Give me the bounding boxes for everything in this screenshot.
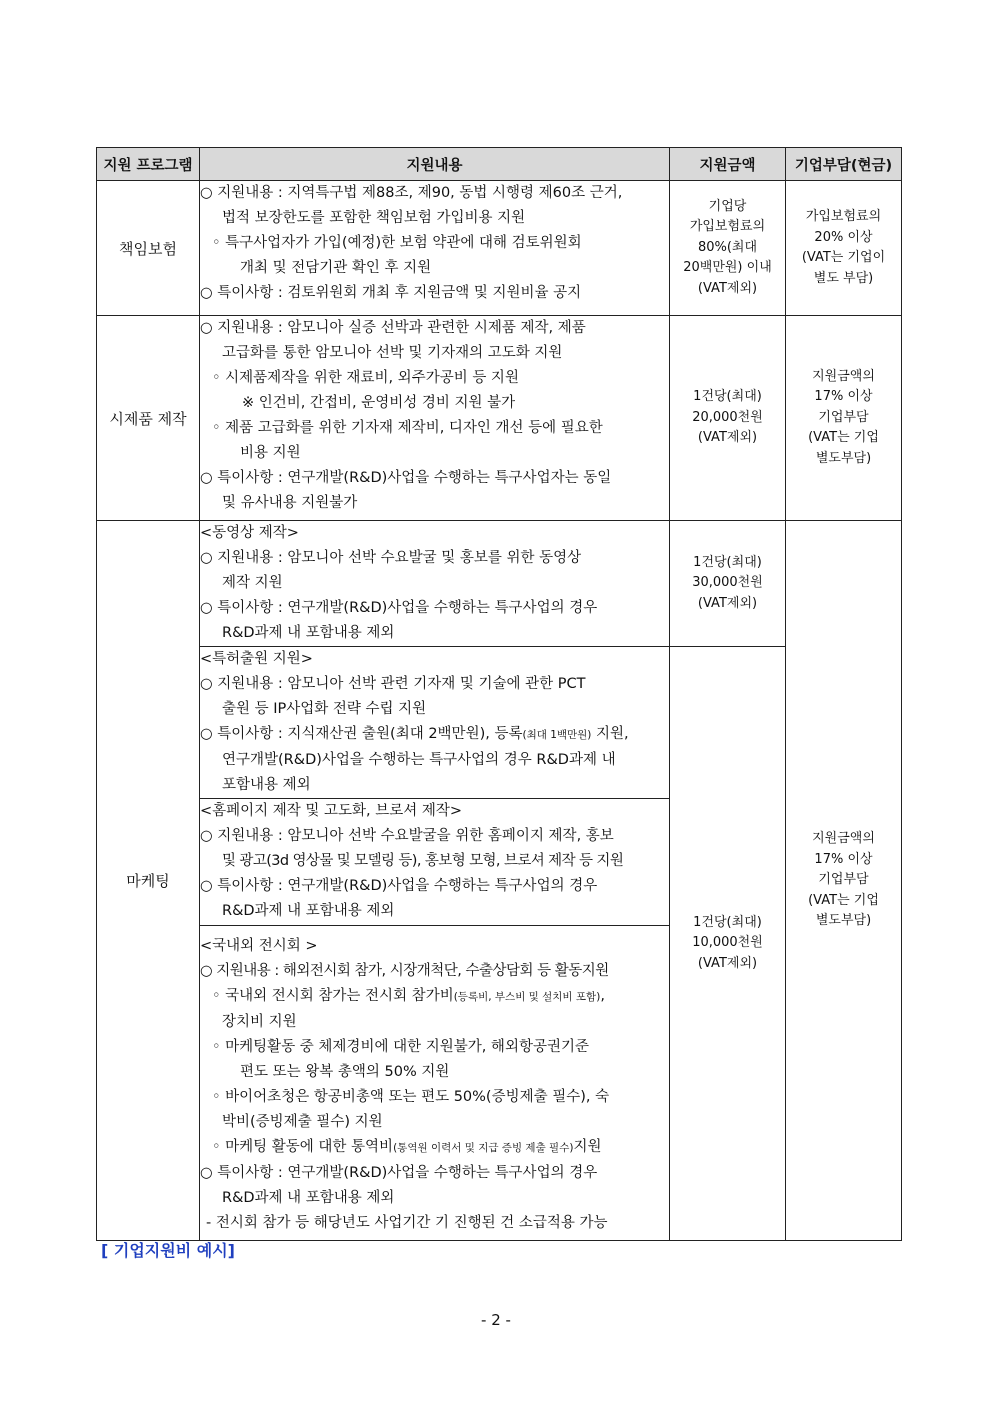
amount-line: 80%(최대 [697, 239, 758, 255]
program-name: 시제품 제작 [97, 316, 200, 521]
amount-line: 1건당(최대) [693, 914, 762, 930]
table-header-row [97, 148, 902, 181]
amount-line: 1건당(최대) [693, 554, 762, 570]
header-content: 지원내용 [200, 148, 670, 181]
content-line: ○ 특이사항 : 연구개발(R&D)사업을 수행하는 특구사업의 경우 [200, 878, 598, 894]
content-line: ○ 지원내용 : 지역특구법 제88조, 제90, 동법 시행령 제60조 근거, [200, 185, 623, 201]
content-line [200, 722, 669, 748]
content-line: ◦ 시제품제작을 위한 재료비, 외주가공비 등 지원 [212, 370, 519, 386]
amount-line: 20,000천원 [692, 409, 763, 425]
burden-line: 별도부담) [815, 450, 872, 466]
burden-line: 가입보험료의 [805, 209, 882, 224]
content-text: 지원, [591, 726, 629, 742]
amount-cell [670, 647, 786, 1241]
content-text: ◦ 마케팅 활동에 대한 통역비 [212, 1139, 394, 1155]
burden-line: 기업부담 [818, 872, 869, 888]
content-line: R&D과제 내 포함내용 제외 [222, 1190, 395, 1206]
amount-line: (VAT제외) [697, 280, 758, 296]
program-name: 책임보험 [97, 181, 200, 316]
section-title: <동영상 제작> [200, 525, 299, 541]
content-small-text: (통역원 이력서 및 지급 증빙 제출 필수) [393, 1142, 574, 1154]
section-title: <국내외 전시회 > [200, 938, 318, 954]
content-line: ○ 특이사항 : 연구개발(R&D)사업을 수행하는 특구사업의 경우 [200, 1165, 598, 1181]
content-line: ○ 특이사항 : 검토위원회 개최 후 지원금액 및 지원비율 공지 [200, 285, 582, 301]
content-line: ○ 특이사항 : 연구개발(R&D)사업을 수행하는 특구사업의 경우 [200, 600, 598, 616]
content-line: 장치비 지원 [222, 1014, 297, 1030]
content-line: 제작 지원 [222, 575, 283, 591]
table-row [97, 521, 902, 647]
burden-line: 17% 이상 [814, 851, 873, 867]
content-cell [200, 316, 670, 521]
table-row [97, 181, 902, 316]
amount-line: (VAT제외) [697, 595, 758, 611]
burden-cell [786, 181, 902, 316]
content-cell [200, 647, 670, 799]
burden-line: 지원금액의 [812, 368, 875, 384]
content-line: ○ 특이사항 : 연구개발(R&D)사업을 수행하는 특구사업자는 동일 [200, 470, 612, 486]
burden-cell [786, 316, 902, 521]
table-row [97, 647, 902, 799]
burden-line: (VAT는 기업 [808, 430, 879, 446]
table-caption: [ 기업지원비 예시] [101, 1241, 235, 1260]
content-line [200, 984, 669, 1010]
content-small-text: (등록비, 부스비 및 설치비 포함) [453, 991, 601, 1003]
table-row [97, 316, 902, 521]
content-line: - 전시회 참가 등 해당년도 사업기간 기 진행된 건 소급적용 가능 [206, 1215, 608, 1231]
burden-line: 기업부담 [818, 409, 869, 425]
content-line: ○ 지원내용 : 암모니아 선박 관련 기자재 및 기술에 관한 PCT [200, 676, 586, 692]
content-line: 및 유사내용 지원불가 [222, 495, 358, 511]
content-cell [200, 521, 670, 647]
amount-line: 기업당 [708, 198, 747, 214]
content-line: ○ 지원내용 : 암모니아 선박 수요발굴 및 홍보를 위한 동영상 [200, 550, 582, 566]
amount-line: (VAT제외) [697, 955, 758, 971]
burden-cell [786, 521, 902, 1241]
content-line: ◦ 제품 고급화를 위한 기자재 제작비, 디자인 개선 등에 필요한 [212, 420, 603, 436]
burden-line: 17% 이상 [814, 389, 873, 405]
header-program: 지원 프로그램 [97, 148, 200, 181]
content-line: R&D과제 내 포함내용 제외 [222, 903, 395, 919]
amount-line: 1건당(최대) [693, 389, 762, 405]
burden-line: 별도부담) [815, 913, 872, 929]
amount-line: 30,000천원 [692, 575, 763, 591]
burden-line: (VAT는 기업 [808, 892, 879, 908]
header-amount: 지원금액 [670, 148, 786, 181]
content-text: , [600, 988, 605, 1004]
content-line: ○ 지원내용 : 암모니아 실증 선박과 관련한 시제품 제작, 제품 [200, 320, 586, 336]
content-text: 지원 [573, 1139, 602, 1155]
content-line: 개최 및 전담기관 확인 후 지원 [240, 260, 432, 276]
content-line: 비용 지원 [240, 445, 301, 461]
program-name: 마케팅 [97, 521, 200, 1241]
page-number: - 2 - [481, 1311, 511, 1329]
content-cell [200, 926, 670, 1241]
content-line: ◦ 바이어초청은 항공비총액 또는 편도 50%(증빙제출 필수), 숙 [212, 1089, 610, 1105]
content-line: ◦ 특구사업자가 가입(예정)한 보험 약관에 대해 검토위원회 [212, 235, 582, 251]
content-line: 포함내용 제외 [222, 777, 311, 793]
content-line [200, 1135, 669, 1161]
content-line: 출원 등 IP사업화 전략 수립 지원 [222, 701, 427, 717]
content-line: ○ 지원내용 : 암모니아 선박 수요발굴을 위한 홈페이지 제작, 홍보 [200, 828, 614, 844]
content-line: ○ 지원내용 : 해외전시회 참가, 시장개척단, 수출상담회 등 활동지원 [200, 963, 609, 979]
content-line: 법적 보장한도를 포함한 책임보험 가입비용 지원 [222, 210, 526, 226]
content-cell [200, 181, 670, 316]
section-title: <특허출원 지원> [200, 651, 313, 667]
burden-line: 별도 부담) [813, 270, 874, 286]
burden-line: 20% 이상 [814, 229, 873, 245]
amount-line: 10,000천원 [692, 935, 763, 951]
amount-cell [670, 521, 786, 647]
amount-cell [670, 316, 786, 521]
support-program-table [96, 147, 902, 1241]
content-line: 박비(증빙제출 필수) 지원 [222, 1114, 383, 1130]
content-line: 및 광고(3d 영상물 및 모델링 등), 홍보형 모형, 브로셔 제작 등 지원 [222, 853, 624, 869]
content-small-text: (최대 1백만원) [522, 729, 592, 741]
burden-line: (VAT는 기업이 [801, 250, 886, 265]
content-line: 고급화를 통한 암모니아 선박 및 기자재의 고도화 지원 [222, 345, 563, 361]
content-cell [200, 799, 670, 926]
content-text: ◦ 국내외 전시회 참가는 전시회 참가비 [212, 988, 454, 1004]
content-text: ○ 특이사항 : 지식재산권 출원(최대 2백만원), 등록 [200, 726, 523, 742]
amount-line: 20백만원) 이내 [683, 260, 772, 276]
content-line: 편도 또는 왕복 총액의 50% 지원 [240, 1064, 450, 1080]
content-line: ※ 인건비, 간접비, 운영비성 경비 지원 불가 [242, 395, 516, 411]
content-line: 연구개발(R&D)사업을 수행하는 특구사업의 경우 R&D과제 내 [222, 752, 616, 768]
header-burden: 기업부담(현금) [786, 148, 902, 181]
amount-cell [670, 181, 786, 316]
section-title: <홈페이지 제작 및 고도화, 브로셔 제작> [200, 803, 463, 819]
amount-line: 가입보험료의 [689, 219, 766, 235]
content-line: ◦ 마케팅활동 중 체제경비에 대한 지원불가, 해외항공권기준 [212, 1039, 589, 1055]
amount-line: (VAT제외) [697, 430, 758, 446]
burden-line: 지원금액의 [812, 831, 875, 847]
content-line: R&D과제 내 포함내용 제외 [222, 625, 395, 641]
